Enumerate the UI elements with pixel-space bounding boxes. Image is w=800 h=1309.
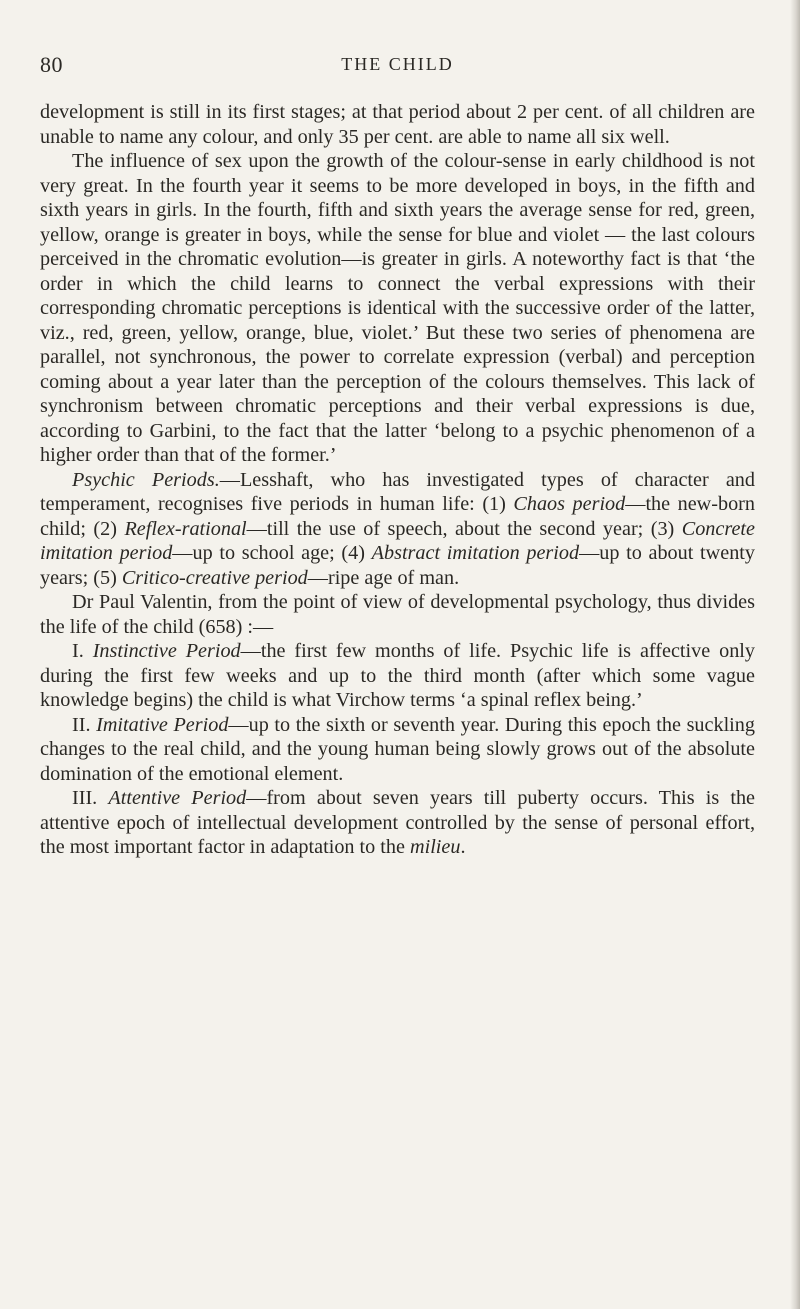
text-run: —ripe age of man.: [307, 566, 460, 589]
paragraph: [40, 639, 755, 713]
text-run: .: [460, 836, 466, 858]
paragraph: [40, 149, 755, 468]
italic-text: Chaos period: [513, 493, 626, 515]
italic-text: Abstract imitation period: [371, 542, 580, 564]
text-run: Dr Paul Valentin, from the point of view of developmental psychology, thus divides the life of the child (658) :—: [40, 591, 755, 638]
text-run: III.: [72, 787, 109, 809]
page-number: 80: [40, 52, 63, 77]
running-head: THE CHILD: [341, 54, 454, 74]
italic-text: milieu: [410, 836, 461, 858]
paragraph: [40, 468, 755, 591]
paragraph: [40, 590, 755, 639]
italic-text: Psychic Periods.: [72, 468, 220, 491]
text-run: —till the use of speech, about the second year; (3): [246, 517, 682, 540]
page-edge-shadow: [790, 0, 800, 1309]
italic-text: Imitative Period: [96, 713, 229, 736]
italic-text: Critico-creative period: [121, 566, 308, 589]
page-header: [40, 52, 755, 92]
italic-text: Instinctive Period: [92, 640, 241, 662]
text-run: —from about seven years till puberty occurs. This is the attentive epoch of intellectual development controlled by the sense of personal effort, the most important factor in adaptation to the: [40, 787, 756, 858]
text-run: II.: [72, 713, 97, 736]
italic-text: Reflex-rational: [124, 517, 247, 540]
paragraph: [40, 713, 755, 787]
text-run: —up to the sixth or seventh year. During this epoch the suckling changes to the real child, and the young human being slowly grows out of the absolute domination of the emotional element.: [40, 713, 755, 785]
text-run: development is still in its first stages; at that period about 2 per cent. of all children are unable to name any colour, and only 35 per cent. are able to name all six well.: [40, 101, 755, 148]
text-run: —up to school age; (4): [172, 542, 372, 564]
paragraph: [40, 100, 755, 149]
text-run: The influence of sex upon the growth of the colour-sense in early childhood is not very great. In the fourth year it seems to be more developed in boys, in the fifth and sixth years in girls. In the fourth, fifth and sixth years the average sense for red, green, yellow, orange is greater in boys, while the sense for blue and violet — the last colours perceived in the chromatic evolution—is greater in girls. A noteworthy fact is that ‘the order in which the child learns to connect the verbal expressions with their corresponding chromatic perceptions is identical with the successive order of the latter, viz., red, green, yellow, orange, blue, violet.’ But these two series of phenomena are parallel, not synchronous, the power to correlate expression (verbal) and perception coming about a year later than the perception of the colours themselves. This lack of synchronism between chromatic perceptions and their verbal expressions is due, according to Garbini, to the fact that the latter ‘belong to a psychic phenomenon of a higher order than that of the former.’: [40, 150, 755, 466]
text-run: —the new-born child; (2): [40, 493, 755, 540]
text-run: —Lesshaft, who has investigated types of character and temperament, recognises five periods in human life: (1): [40, 468, 755, 515]
text-run: —up to about twenty years; (5): [40, 542, 755, 589]
italic-text: Attentive Period: [108, 787, 247, 809]
italic-text: Concrete imitation period: [40, 517, 755, 564]
paragraph: [40, 786, 755, 860]
text-run: —the first few months of life. Psychic life is affective only during the first few weeks and up to the third month (after which some vague knowledge begins) the child is what Virchow terms ‘a spinal reflex being.’: [40, 640, 755, 711]
body-text: [40, 100, 755, 860]
text-run: I.: [72, 640, 93, 662]
